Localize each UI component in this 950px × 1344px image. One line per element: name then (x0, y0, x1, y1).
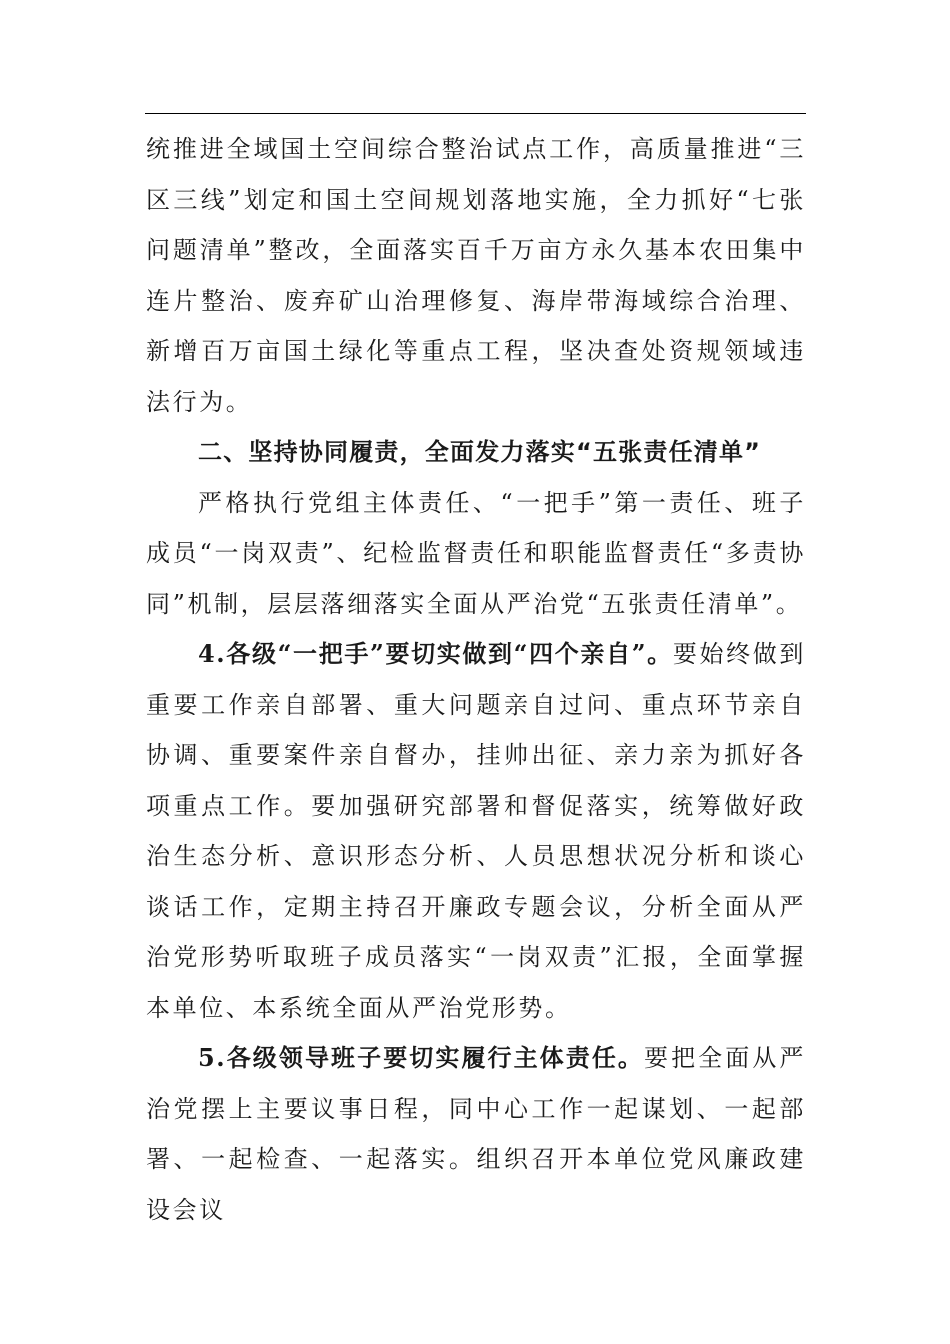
section-intro-paragraph: 严格执行党组主体责任、“一把手”第一责任、班子成员“一岗双责”、纪检监督责任和职能监督责任“多责协同”机制，层层落细落实全面从严治党“五张责任清单”。 (146, 488, 806, 618)
item-4-paragraph (146, 629, 806, 1033)
item-5-title: 5.各级领导班子要切实履行主体责任。 (198, 1043, 644, 1072)
section-heading: 二、坚持协同履责，全面发力落实“五张责任清单” (198, 438, 762, 466)
page-top-rule (145, 113, 806, 114)
item-4-title: 4.各级“一把手”要切实做到“四个亲自”。 (198, 639, 673, 668)
item-4-body: 要始终做到重要工作亲自部署、重大问题亲自过问、重点环节亲自协调、重要案件亲自督办，挂帅出征、亲力亲为抓好各项重点工作。要加强研究部署和督促落实，统筹做好政治生态分析、意识形态分析、人员思想状况分析和谈心谈话工作，定期主持召开廉政专题会议，分析全面从严治党形势听取班子成员落实“一岗双责”汇报，全面掌握本单位、本系统全面从严治党形势。 (146, 640, 806, 1022)
item-5-body: 要把全面从严治党摆上主要议事日程，同中心工作一起谋划、一起部署、一起检查、一起落实。组织召开本单位党风廉政建设会议 (146, 1044, 806, 1224)
paragraph-continuation: 统推进全域国土空间综合整治试点工作，高质量推进“三区三线”划定和国土空间规划落地实施，全力抓好“七张问题清单”整改，全面落实百千万亩方永久基本农田集中连片整治、废弃矿山治理修复、海岸带海域综合治理、新增百万亩国土绿化等重点工程，坚决查处资规领域违法行为。 (146, 135, 806, 416)
document-body (146, 124, 806, 1235)
item-5-paragraph (146, 1033, 806, 1235)
